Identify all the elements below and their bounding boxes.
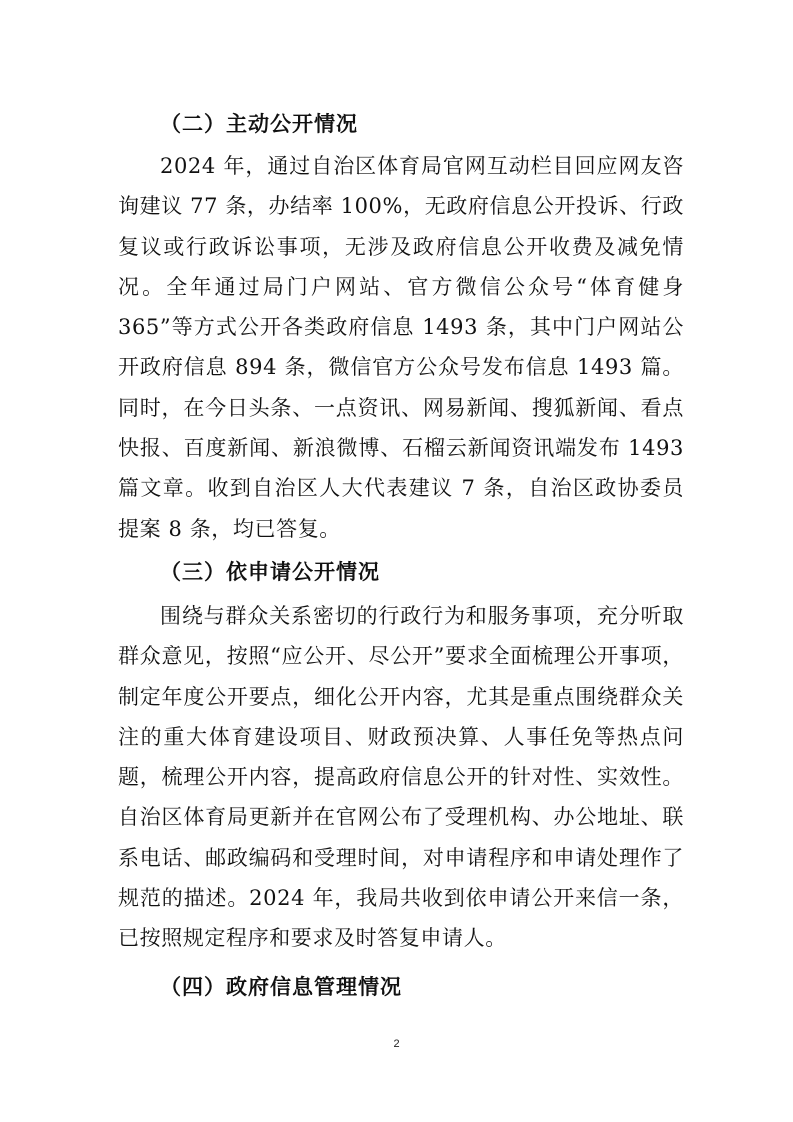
- section-heading-application-disclosure: （三）依申请公开情况: [160, 558, 380, 584]
- page-number: 2: [393, 1038, 400, 1050]
- document-body: [118, 104, 684, 1007]
- paragraph-active-disclosure: 2024 年，通过自治区体育局官网互动栏目回应网友咨询建议 77 条，办结率 100%，无政府信息公开投诉、行政复议或行政诉讼事项，无涉及政府信息公开收费及减免情况。全年通过局门户网站、官方微信公众号“体育健身 365”等方式公开各类政府信息 1493 条，其中门户网站公开政府信息 894 条，微信官方公众号发布信息 1493 篇。同时，在今日头条、一点资讯、网易新闻、搜狐新闻、看点快报、百度新闻、新浪微博、石榴云新闻资讯端发布 1493 篇文章。收到自治区人大代表建议 7 条，自治区政协委员提案 8 条，均已答复。: [118, 154, 684, 541]
- section-heading-information-management: （四）政府信息管理情况: [160, 973, 402, 999]
- section-heading-active-disclosure: （二）主动公开情况: [160, 111, 358, 136]
- paragraph-application-disclosure: 围绕与群众关系密切的行政行为和服务事项，充分听取群众意见，按照“应公开、尽公开”要求全面梳理公开事项，制定年度公开要点，细化公开内容，尤其是重点围绕群众关注的重大体育建设项目、财政预决算、人事任免等热点问题，梳理公开内容，提高政府信息公开的针对性、实效性。自治区体育局更新并在官网公布了受理机构、办公地址、联系电话、邮政编码和受理时间，对申请程序和申请处理作了规范的描述。2024 年，我局共收到依申请公开来信一条，已按照规定程序和要求及时答复申请人。: [118, 603, 684, 951]
